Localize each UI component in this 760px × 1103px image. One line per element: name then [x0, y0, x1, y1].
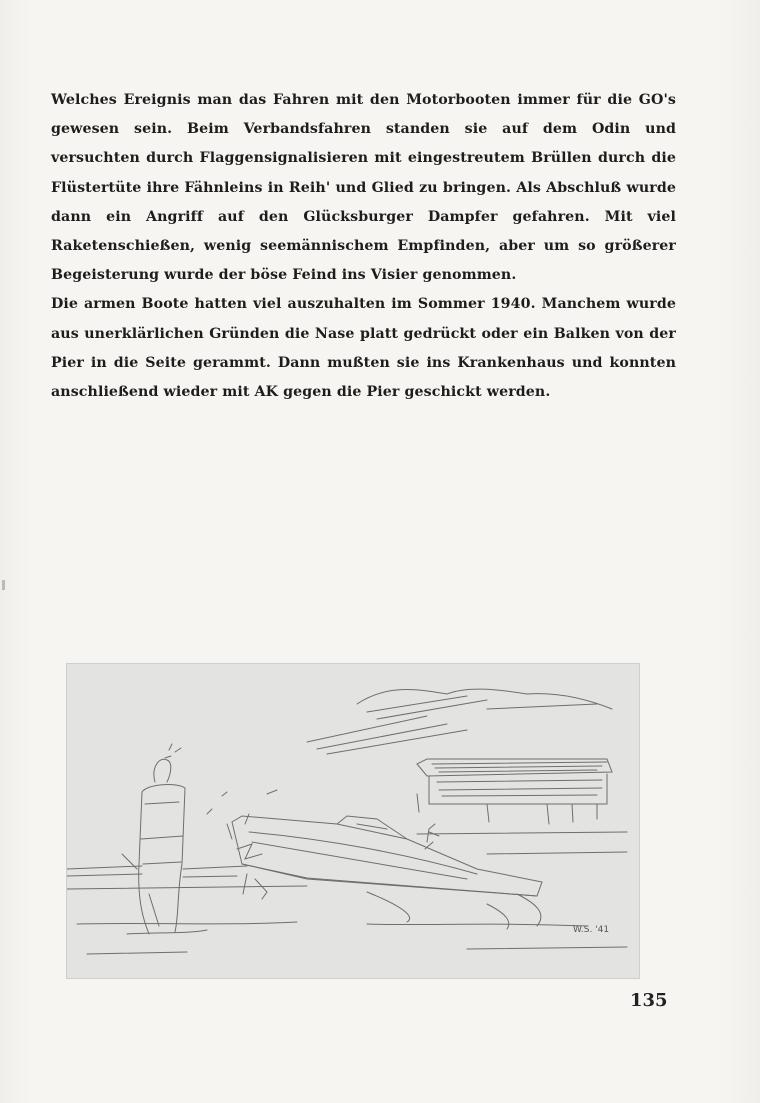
sketch-drawing [67, 664, 639, 978]
paragraph-1: Welches Ereignis man das Fahren mit den Motorbooten immer für die GO's gewesen sein. Beim Verbandsfahren standen sie auf dem Odin und versuchten durch Flaggensignalisieren mit eingestreutem Brüllen durch die Flüstertüte ihre Fähnleins in Reih' und Glied zu bringen. Als Abschluß wurde dann ein Angriff auf den Glücksburger Dampfer gefahren. Mit viel Raketenschießen, wenig seemännischem Empfinden, aber um so größerer Begeisterung wurde der böse Feind ins Visier genommen. [51, 92, 676, 284]
page-number: 135 [630, 990, 668, 1011]
paragraph-2: Die armen Boote hatten viel auszuhalten im Sommer 1940. Manchem wurde aus unerklärlichen Gründen die Nase platt gedrückt oder ein Balken von der Pier in die Seite gerammt. Dann mußten sie ins Krankenhaus und konnten anschließend wieder mit AK gegen die Pier geschickt werden. [51, 296, 676, 401]
boat-sketch-illustration [66, 663, 640, 979]
body-text [51, 86, 676, 407]
margin-mark [2, 580, 5, 590]
artist-signature: W.S. '41 [573, 925, 610, 935]
